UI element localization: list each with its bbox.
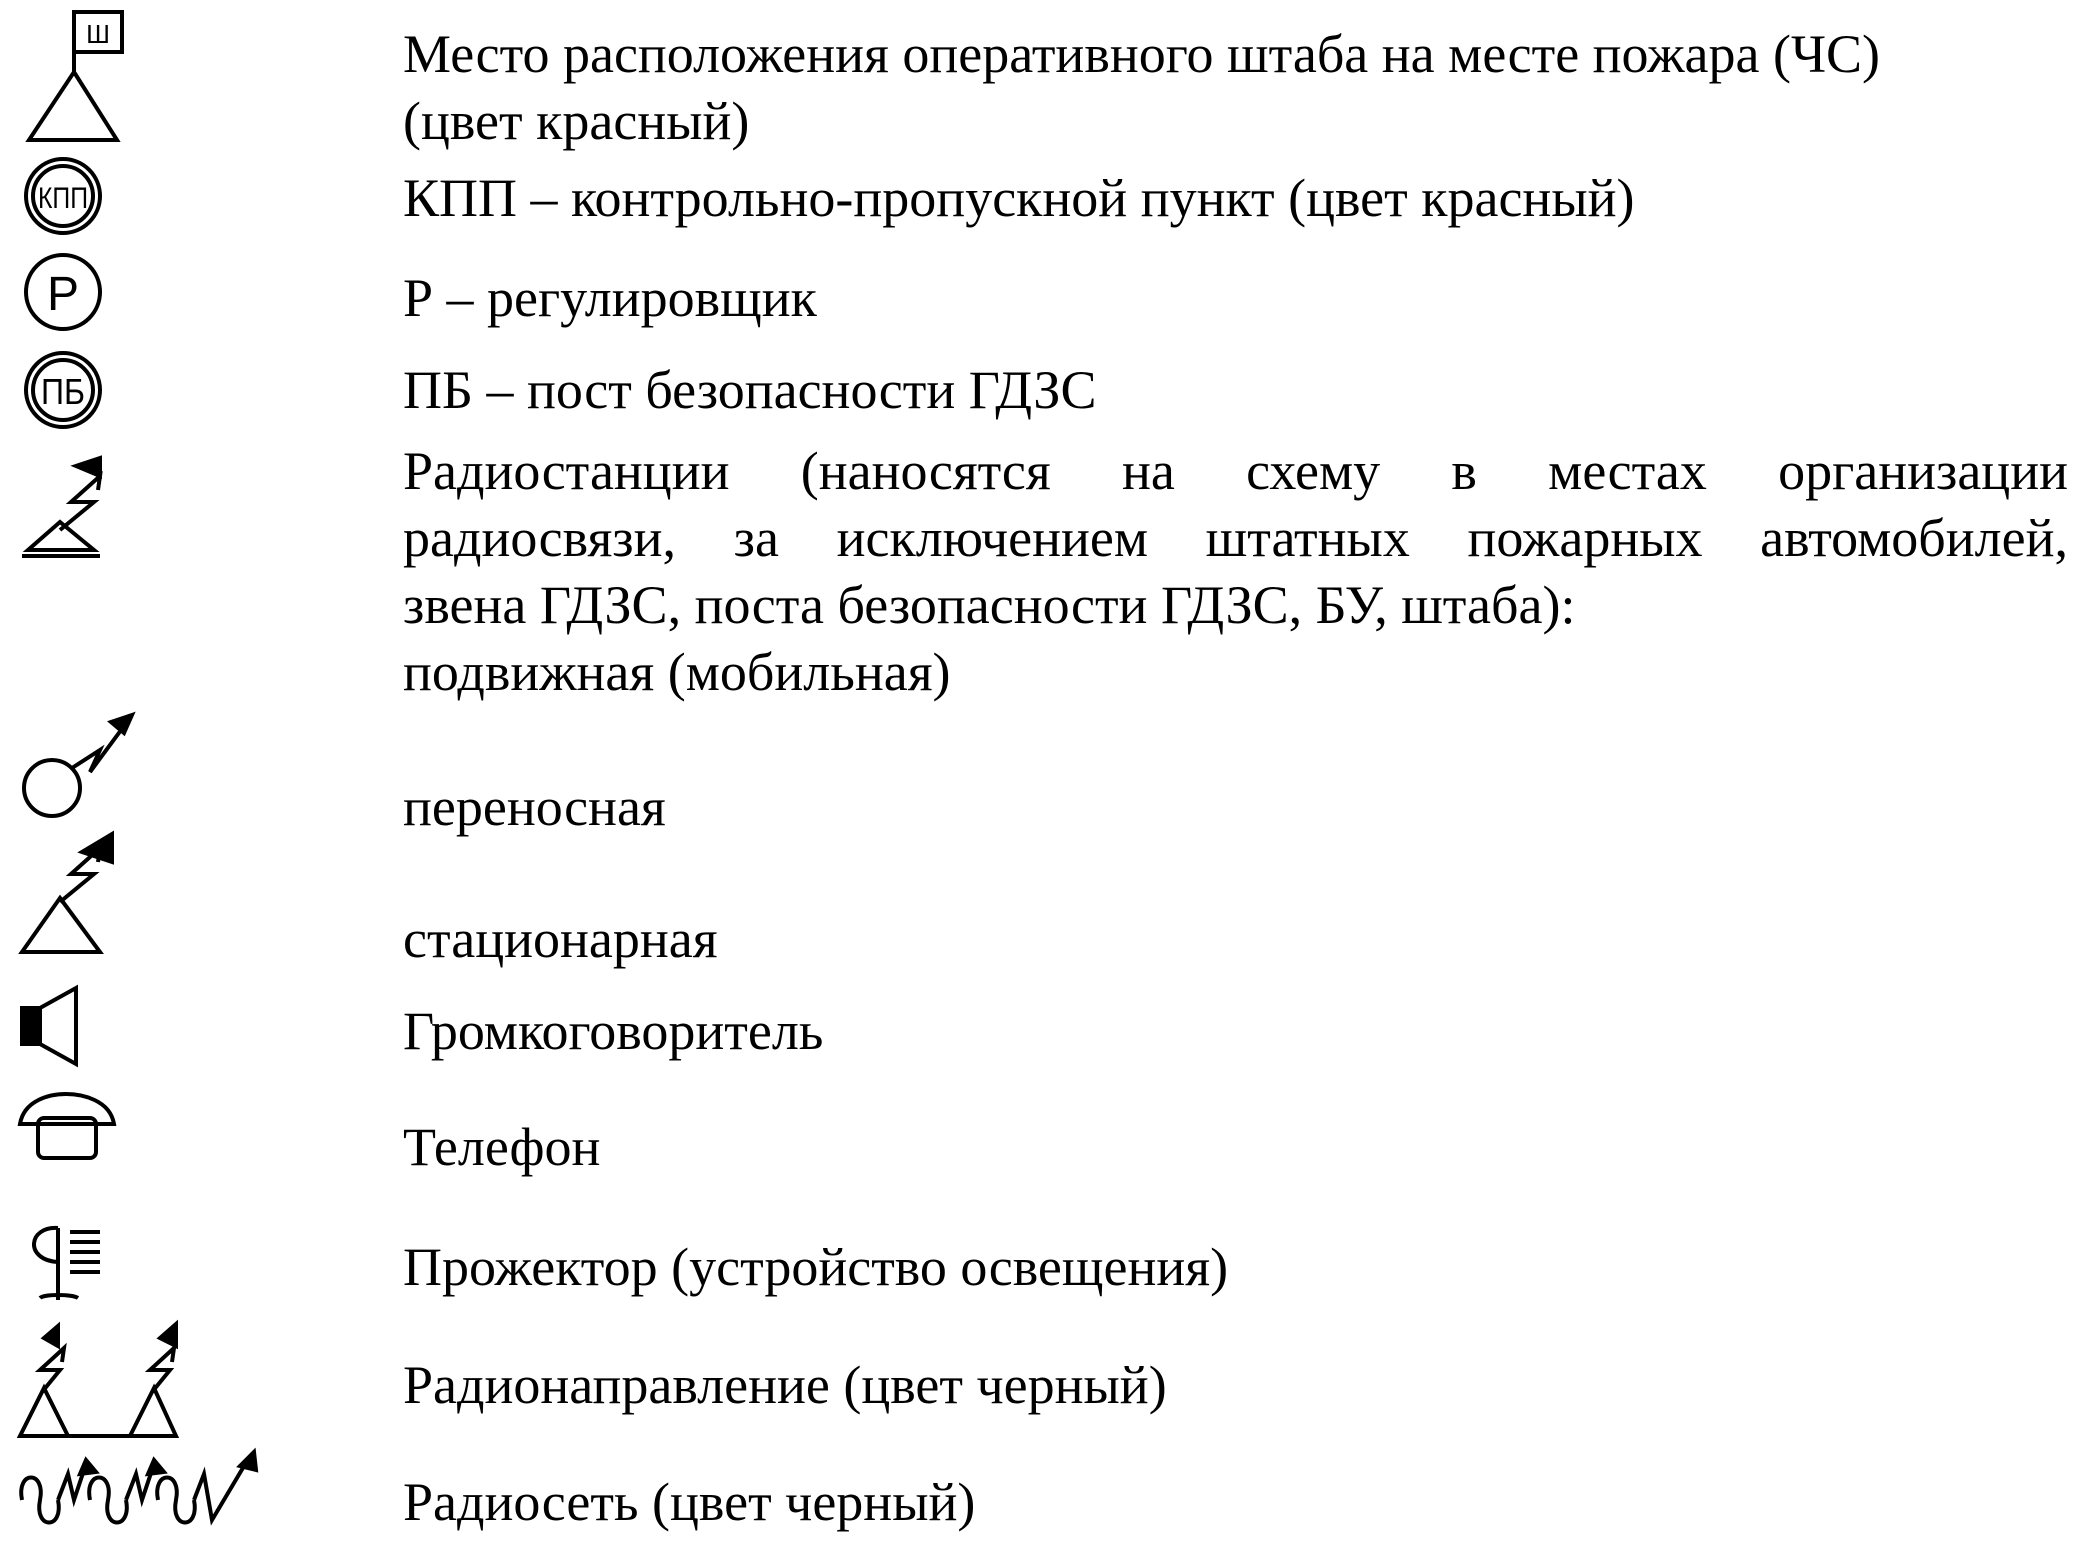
checkpoint-circle-icon: [26, 159, 100, 233]
legend-text-radio-stations-line1: Радиостанции (наносятся на схему в местах организации: [403, 441, 2068, 501]
legend-text-radio-network: Радиосеть (цвет черный): [403, 1472, 976, 1532]
legend-text-radio-direction: Радионаправление (цвет черный): [403, 1355, 1167, 1415]
legend-text-radio-portable: переносная: [403, 777, 666, 837]
portable-radio-station-icon: [24, 715, 132, 816]
legend-text-traffic-controller: Р – регулировщик: [403, 268, 817, 328]
radio-network-icon: [21, 1452, 256, 1523]
traffic-controller-circle-icon: [26, 255, 100, 329]
legend-symbols-column: [0, 0, 300, 1547]
svg-text:КПП: КПП: [38, 182, 88, 215]
telephone-icon: [20, 1094, 114, 1158]
loudspeaker-icon: [22, 988, 76, 1064]
legend-text-radio-stations-line2: радиосвязи, за исключением штатных пожарных автомобилей,: [403, 508, 2068, 568]
legend-text-radio-stations-line3: звена ГДЗС, поста безопасности ГДЗС, БУ, штаба):: [403, 575, 1576, 635]
legend-text-telephone: Телефон: [403, 1117, 601, 1177]
legend-text-safety-post: ПБ – пост безопасности ГДЗС: [403, 360, 1097, 420]
svg-text:Ш: Ш: [86, 19, 110, 49]
legend-text-checkpoint: КПП – контрольно-пропускной пункт (цвет красный): [403, 168, 1635, 228]
legend-text-loudspeaker: Громкоговоритель: [403, 1001, 824, 1061]
legend-text-headquarters-line1: Место расположения оперативного штаба на месте пожара (ЧС): [403, 24, 1881, 84]
headquarters-triangle-flag-icon: [29, 12, 122, 140]
searchlight-icon: [34, 1228, 100, 1300]
legend-text-searchlight: Прожектор (устройство освещения): [403, 1237, 1229, 1297]
svg-text:ПБ: ПБ: [41, 371, 85, 412]
mobile-radio-station-icon: [22, 458, 100, 556]
legend-text-radio-mobile: подвижная (мобильная): [403, 642, 951, 702]
stationary-radio-station-icon: [22, 834, 112, 952]
legend-text-radio-stationary: стационарная: [403, 909, 718, 969]
legend-text-headquarters-line2: (цвет красный): [403, 91, 750, 151]
safety-post-circle-icon: [26, 353, 100, 427]
radio-direction-icon: [20, 1324, 176, 1436]
svg-text:Р: Р: [46, 268, 80, 321]
